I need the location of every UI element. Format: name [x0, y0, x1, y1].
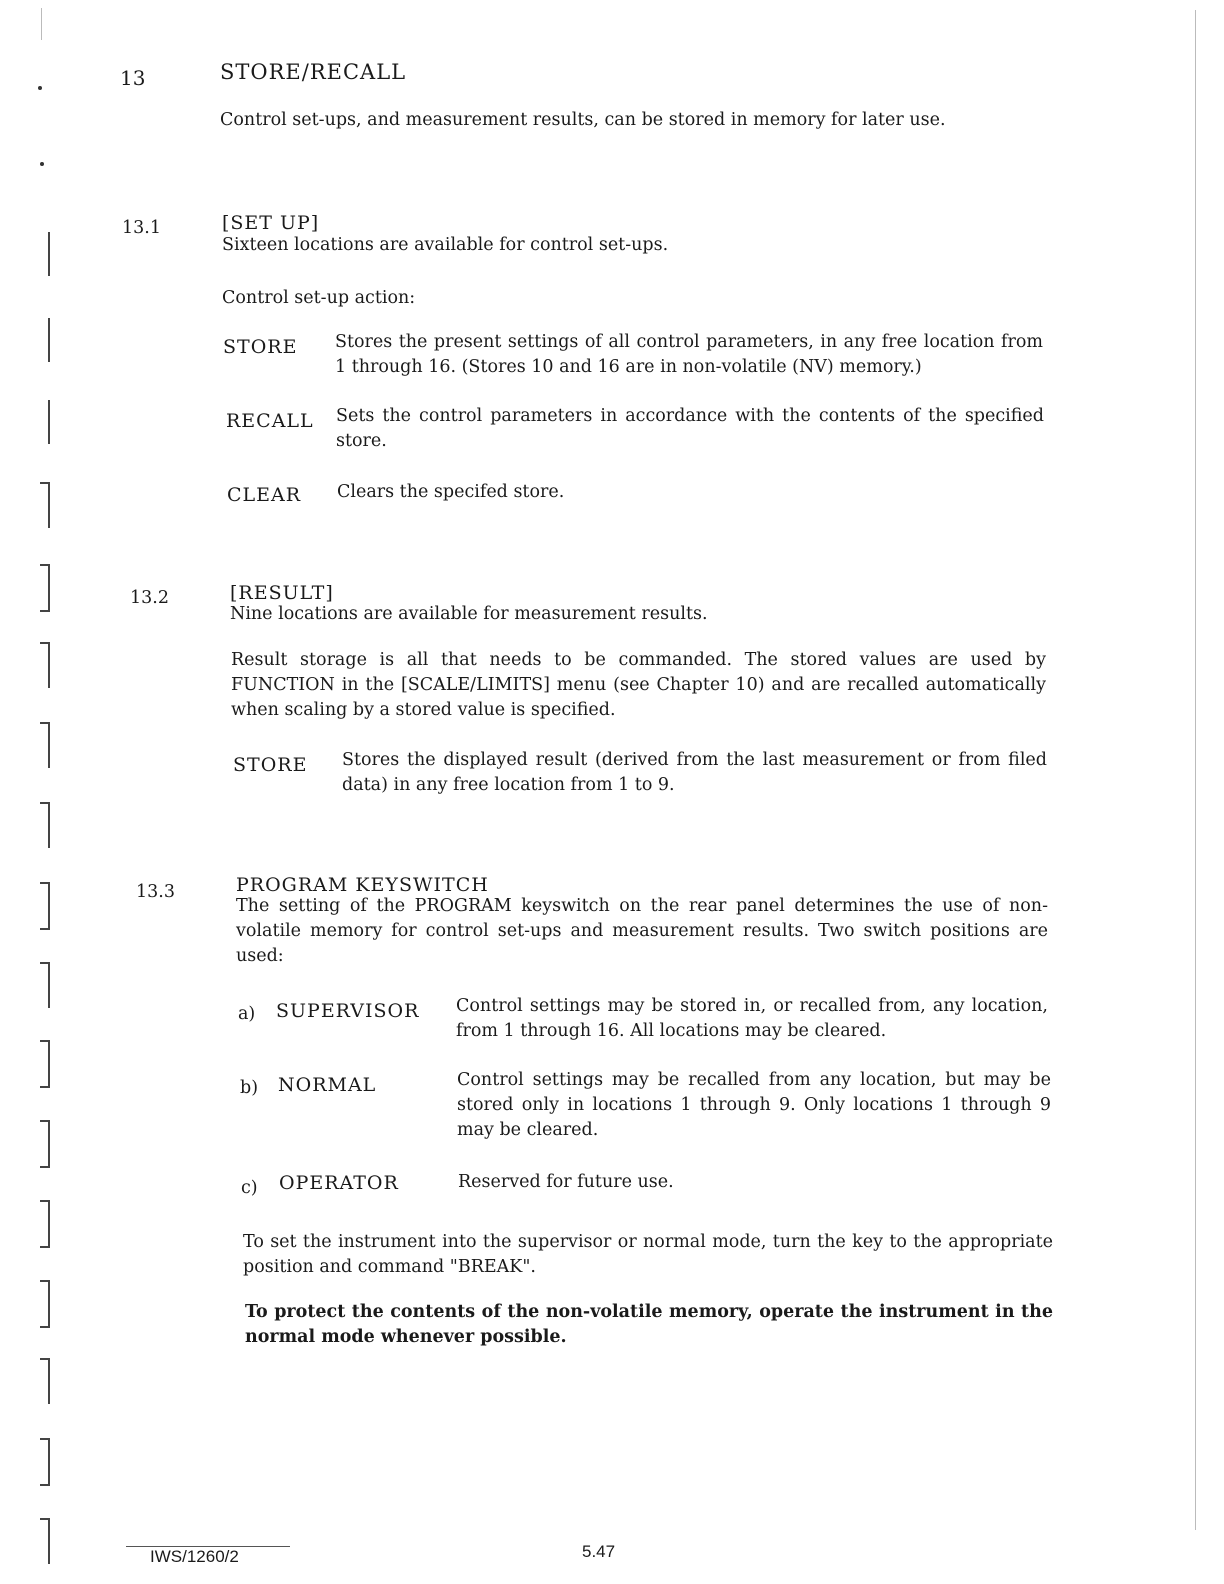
setup-item-desc: Stores the present settings of all control parameters, in any free location from 1 through 16. (Stores 10 and 16 are in non-volatile (NV) memory.): [335, 332, 1043, 377]
result-item-desc: Stores the displayed result (derived from the last measurement or from filed data) in any free location from 1 to 9.: [342, 750, 1047, 795]
result-title: [RESULT]: [230, 582, 334, 604]
margin-bracket: [40, 1120, 50, 1168]
result-para: Result storage is all that needs to be commanded. The stored values are used by FUNCTION in the [SCALE/LIMITS] menu (see Chapter 10) and are recalled automatically when scaling by a stored value is specified.: [231, 650, 1046, 720]
scan-line: [41, 8, 42, 40]
keyswitch-item-desc: Control settings may be recalled from any location, but may be stored only in locations 1 through 9. Only locations 1 through 9 may be cleared.: [457, 1070, 1051, 1140]
margin-bracket: [40, 1438, 50, 1486]
keyswitch-item-letter: c): [241, 1178, 258, 1198]
margin-bracket: [40, 722, 50, 768]
keyswitch-item-term: NORMAL: [278, 1074, 377, 1096]
margin-bracket: [40, 564, 50, 612]
keyswitch-para3: To protect the contents of the non-volatile memory, operate the instrument in the normal mode whenever possible.: [245, 1302, 1053, 1347]
keyswitch-para: The setting of the PROGRAM keyswitch on the rear panel determines the use of non-volatile memory for control set-ups and measurement results. Two switch positions are used:: [236, 896, 1048, 966]
setup-item-desc: Sets the control parameters in accordance with the contents of the specified store.: [336, 406, 1044, 451]
keyswitch-item-term: SUPERVISOR: [276, 1000, 420, 1022]
keyswitch-para2: To set the instrument into the supervisor or normal mode, turn the key to the appropriate position and command "BREAK".: [243, 1232, 1053, 1277]
margin-bracket: [40, 882, 50, 930]
section-intro: Control set-ups, and measurement results, can be stored in memory for later use.: [220, 110, 946, 130]
keyswitch-title: PROGRAM KEYSWITCH: [236, 874, 489, 896]
setup-item-desc: Clears the specifed store.: [337, 482, 565, 502]
result-number: 13.2: [130, 588, 169, 608]
keyswitch-item-letter: b): [240, 1078, 259, 1098]
margin-bracket: [40, 962, 50, 1008]
margin-bracket: [40, 642, 50, 688]
setup-item-term: STORE: [223, 336, 298, 358]
keyswitch-item-desc: Control settings may be stored in, or recalled from, any location, from 1 through 16. All locations may be cleared.: [456, 996, 1048, 1041]
section-number: 13: [120, 66, 146, 90]
setup-line2: Control set-up action:: [222, 288, 416, 308]
setup-title: [SET UP]: [222, 212, 320, 234]
keyswitch-item-desc: Reserved for future use.: [458, 1172, 674, 1192]
result-item-term: STORE: [233, 754, 308, 776]
margin-bracket: [40, 232, 50, 276]
footer-page-number: 5.47: [582, 1542, 616, 1561]
result-line1: Nine locations are available for measurement results.: [230, 604, 708, 624]
margin-bracket: [40, 318, 50, 362]
setup-line1: Sixteen locations are available for control set-ups.: [222, 235, 669, 255]
keyswitch-number: 13.3: [136, 882, 175, 902]
right-edge-line: [1195, 10, 1196, 1530]
margin-bracket: [40, 1280, 50, 1328]
setup-item-term: RECALL: [226, 410, 314, 432]
margin-bracket: [40, 482, 50, 528]
keyswitch-item-letter: a): [238, 1004, 256, 1024]
scan-dot: [40, 162, 44, 166]
keyswitch-item-term: OPERATOR: [279, 1172, 399, 1194]
setup-number: 13.1: [122, 218, 161, 238]
margin-bracket: [40, 1200, 50, 1248]
setup-item-term: CLEAR: [227, 484, 302, 506]
section-title: STORE/RECALL: [220, 60, 407, 84]
margin-bracket: [40, 400, 50, 444]
margin-bracket: [40, 1040, 50, 1088]
scan-dot: [38, 86, 42, 90]
margin-bracket: [40, 1518, 50, 1564]
footer-doc-id: IWS/1260/2: [126, 1546, 290, 1567]
margin-bracket: [40, 1358, 50, 1404]
margin-bracket: [40, 802, 50, 848]
